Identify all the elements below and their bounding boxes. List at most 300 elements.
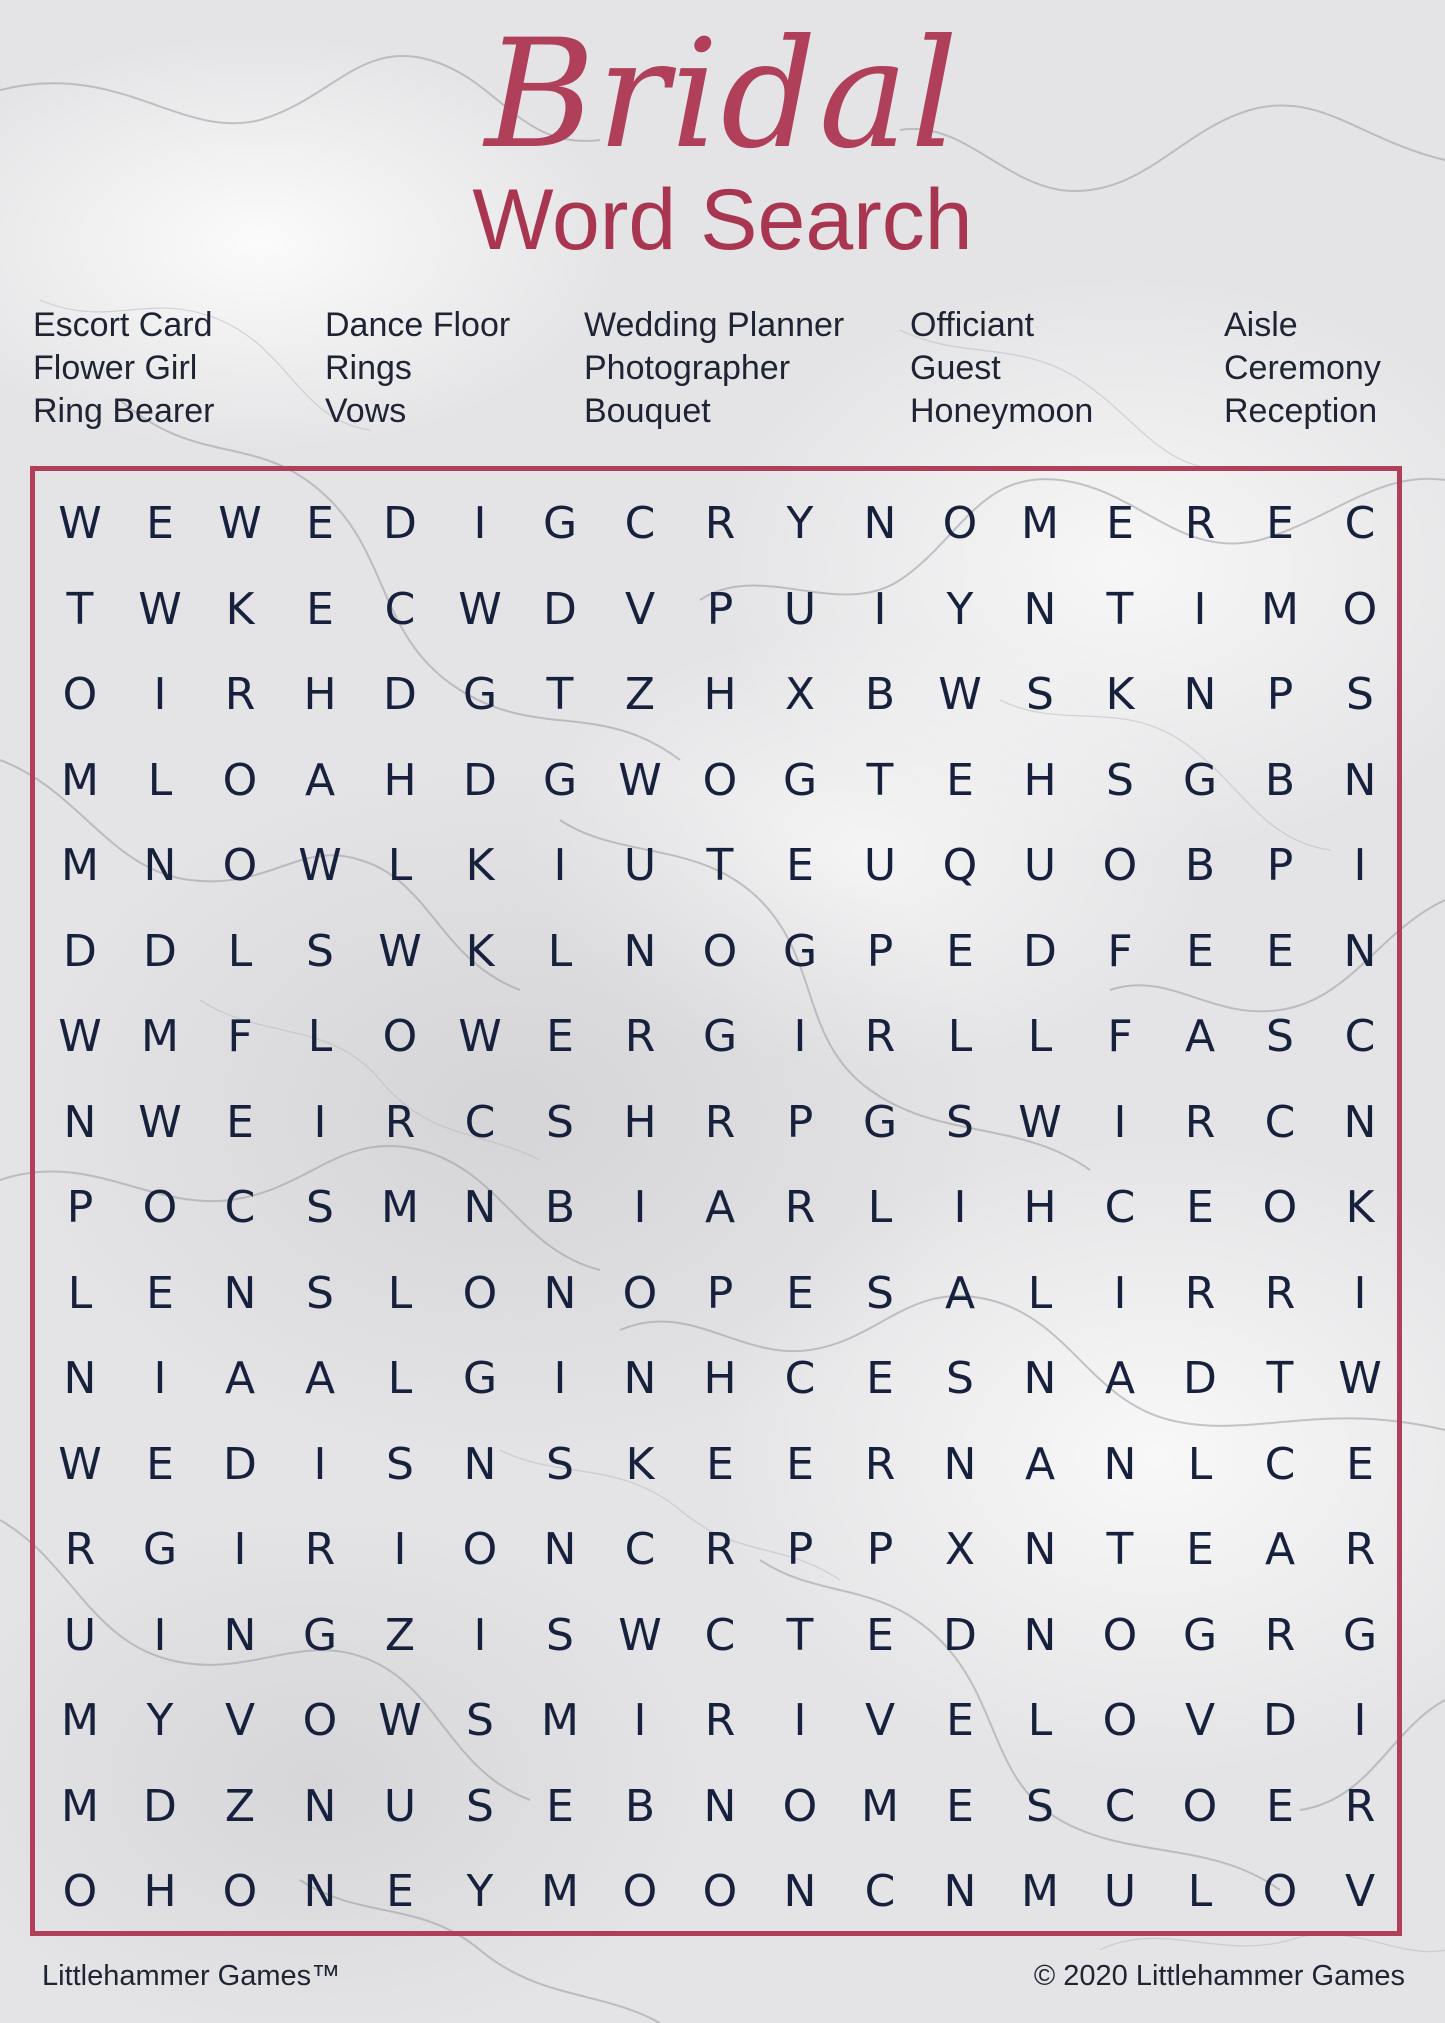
- grid-letter[interactable]: I: [633, 1182, 647, 1233]
- grid-letter[interactable]: I: [473, 1609, 487, 1661]
- grid-letter[interactable]: D: [383, 498, 417, 549]
- grid-letter[interactable]: I: [1353, 1267, 1367, 1319]
- word-list-column-2: [325, 304, 510, 433]
- grid-letter[interactable]: L: [1187, 1438, 1213, 1490]
- grid-letter[interactable]: E: [946, 1780, 974, 1832]
- grid-letter[interactable]: U: [383, 1780, 417, 1832]
- grid-letter[interactable]: R: [224, 669, 256, 720]
- grid-letter[interactable]: N: [1023, 1609, 1057, 1661]
- grid-letter[interactable]: E: [1186, 925, 1214, 977]
- grid-letter[interactable]: M: [61, 1695, 99, 1746]
- grid-letter[interactable]: B: [1184, 840, 1216, 891]
- grid-letter[interactable]: A: [1024, 1438, 1056, 1490]
- grid-letter[interactable]: R: [1264, 1267, 1296, 1319]
- grid-letter[interactable]: L: [67, 1267, 93, 1319]
- grid-letter[interactable]: L: [1027, 1267, 1053, 1319]
- grid-letter[interactable]: U: [63, 1609, 97, 1661]
- grid-letter[interactable]: O: [622, 1267, 658, 1319]
- grid-letter[interactable]: W: [298, 840, 342, 891]
- grid-letter[interactable]: T: [866, 754, 894, 806]
- grid-letter[interactable]: E: [1106, 498, 1134, 549]
- grid-letter[interactable]: I: [1113, 1267, 1127, 1319]
- grid-letter[interactable]: F: [1107, 1011, 1133, 1062]
- grid-letter[interactable]: V: [864, 1695, 896, 1746]
- grid-letter[interactable]: T: [1106, 1524, 1134, 1575]
- grid-letter[interactable]: Q: [942, 840, 978, 891]
- grid-letter[interactable]: E: [546, 1011, 574, 1062]
- grid-letter[interactable]: O: [702, 754, 738, 806]
- grid-letter[interactable]: O: [1342, 583, 1378, 635]
- grid-letter[interactable]: G: [542, 754, 578, 806]
- grid-letter[interactable]: D: [63, 925, 97, 977]
- grid-letter[interactable]: W: [458, 583, 502, 635]
- grid-letter[interactable]: E: [786, 840, 814, 891]
- grid-letter[interactable]: P: [786, 1096, 814, 1148]
- grid-letter[interactable]: G: [1182, 1609, 1218, 1661]
- grid-letter[interactable]: A: [224, 1353, 256, 1404]
- grid-letter[interactable]: R: [624, 1011, 656, 1062]
- grid-letter[interactable]: L: [387, 1353, 413, 1404]
- grid-letter[interactable]: E: [946, 925, 974, 977]
- grid-letter[interactable]: E: [1186, 1182, 1214, 1233]
- grid-letter[interactable]: O: [62, 669, 98, 720]
- grid-letter[interactable]: S: [466, 1695, 494, 1746]
- grid-letter[interactable]: I: [473, 498, 487, 549]
- grid-letter[interactable]: N: [1343, 754, 1377, 806]
- grid-letter[interactable]: M: [1021, 1866, 1059, 1917]
- grid-letter[interactable]: O: [222, 1866, 258, 1917]
- grid-letter[interactable]: N: [543, 1267, 577, 1319]
- grid-letter[interactable]: X: [944, 1524, 976, 1575]
- grid-letter[interactable]: I: [153, 1609, 167, 1661]
- grid-letter[interactable]: D: [143, 925, 177, 977]
- grid-letter[interactable]: C: [624, 498, 656, 549]
- grid-letter[interactable]: D: [943, 1609, 977, 1661]
- grid-letter[interactable]: W: [138, 583, 182, 635]
- grid-letter[interactable]: W: [378, 925, 422, 977]
- grid-letter[interactable]: O: [222, 754, 258, 806]
- grid-letter[interactable]: O: [702, 1866, 738, 1917]
- grid-letter[interactable]: C: [464, 1096, 496, 1148]
- grid-letter[interactable]: A: [944, 1267, 976, 1319]
- grid-letter[interactable]: P: [866, 1524, 894, 1575]
- grid-letter[interactable]: P: [1266, 669, 1294, 720]
- grid-letter[interactable]: N: [623, 925, 657, 977]
- grid-letter[interactable]: H: [303, 669, 337, 720]
- grid-letter[interactable]: N: [943, 1438, 977, 1490]
- grid-letter[interactable]: E: [1266, 1780, 1294, 1832]
- grid-letter[interactable]: C: [864, 1866, 896, 1917]
- grid-letter[interactable]: T: [1106, 583, 1134, 635]
- grid-letter[interactable]: S: [1106, 754, 1134, 806]
- grid-letter[interactable]: O: [222, 840, 258, 891]
- grid-letter[interactable]: G: [1342, 1609, 1378, 1661]
- grid-letter[interactable]: I: [1193, 583, 1207, 635]
- grid-letter[interactable]: L: [547, 925, 573, 977]
- grid-letter[interactable]: R: [704, 1096, 736, 1148]
- grid-letter[interactable]: R: [1264, 1609, 1296, 1661]
- grid-letter[interactable]: E: [306, 498, 334, 549]
- grid-letter[interactable]: G: [142, 1524, 178, 1575]
- grid-letter[interactable]: A: [1104, 1353, 1136, 1404]
- grid-letter[interactable]: N: [1023, 1524, 1057, 1575]
- grid-letter[interactable]: E: [786, 1438, 814, 1490]
- grid-letter[interactable]: K: [225, 583, 255, 635]
- grid-letter[interactable]: I: [873, 583, 887, 635]
- grid-letter[interactable]: T: [1266, 1353, 1294, 1404]
- grid-letter[interactable]: H: [1023, 754, 1057, 806]
- grid-letter[interactable]: N: [1343, 1096, 1377, 1148]
- grid-letter[interactable]: N: [783, 1866, 817, 1917]
- grid-letter[interactable]: L: [867, 1182, 893, 1233]
- grid-letter[interactable]: Y: [786, 498, 814, 549]
- grid-letter[interactable]: C: [1264, 1438, 1296, 1490]
- grid-letter[interactable]: P: [706, 583, 734, 635]
- grid-letter[interactable]: U: [1103, 1866, 1137, 1917]
- grid-letter[interactable]: N: [463, 1182, 497, 1233]
- grid-letter[interactable]: C: [1344, 498, 1376, 549]
- grid-letter[interactable]: A: [1264, 1524, 1296, 1575]
- grid-letter[interactable]: N: [63, 1353, 97, 1404]
- grid-letter[interactable]: C: [1104, 1780, 1136, 1832]
- grid-letter[interactable]: R: [1184, 1267, 1216, 1319]
- grid-letter[interactable]: D: [1263, 1695, 1297, 1746]
- grid-letter[interactable]: Z: [384, 1609, 416, 1661]
- grid-letter[interactable]: I: [153, 1353, 167, 1404]
- word-list-column-5: [1224, 304, 1381, 433]
- grid-letter[interactable]: W: [1338, 1353, 1382, 1404]
- grid-letter[interactable]: E: [546, 1780, 574, 1832]
- grid-letter[interactable]: W: [218, 498, 262, 549]
- grid-letter[interactable]: G: [702, 1011, 738, 1062]
- grid-letter[interactable]: H: [143, 1866, 177, 1917]
- grid-letter[interactable]: C: [224, 1182, 256, 1233]
- grid-letter[interactable]: G: [1182, 754, 1218, 806]
- grid-letter[interactable]: V: [1184, 1695, 1216, 1746]
- grid-letter[interactable]: H: [703, 669, 737, 720]
- page-title: Word Search: [472, 172, 973, 268]
- grid-letter[interactable]: O: [462, 1267, 498, 1319]
- grid-letter[interactable]: O: [1262, 1182, 1298, 1233]
- grid-letter[interactable]: S: [386, 1438, 414, 1490]
- word-item: Honeymoon: [910, 392, 1094, 430]
- grid-letter[interactable]: N: [143, 840, 177, 891]
- word-item: Officiant: [910, 306, 1035, 344]
- grid-letter[interactable]: P: [786, 1524, 814, 1575]
- grid-letter[interactable]: N: [63, 1096, 97, 1148]
- grid-letter[interactable]: N: [223, 1609, 257, 1661]
- grid-letter[interactable]: O: [62, 1866, 98, 1917]
- grid-letter[interactable]: S: [946, 1096, 974, 1148]
- grid-letter[interactable]: G: [302, 1609, 338, 1661]
- grid-letter[interactable]: I: [553, 840, 567, 891]
- grid-letter[interactable]: S: [306, 925, 334, 977]
- grid-letter[interactable]: I: [233, 1524, 247, 1575]
- grid-letter[interactable]: E: [306, 583, 334, 635]
- grid-letter[interactable]: O: [622, 1866, 658, 1917]
- grid-letter[interactable]: M: [1261, 583, 1299, 635]
- grid-letter[interactable]: I: [1353, 1695, 1367, 1746]
- grid-letter[interactable]: N: [543, 1524, 577, 1575]
- grid-letter[interactable]: L: [387, 1267, 413, 1319]
- grid-letter[interactable]: A: [1184, 1011, 1216, 1062]
- grid-letter[interactable]: F: [227, 1011, 253, 1062]
- grid-letter[interactable]: L: [1187, 1866, 1213, 1917]
- grid-letter[interactable]: M: [61, 1780, 99, 1832]
- grid-letter[interactable]: C: [1104, 1182, 1136, 1233]
- grid-letter[interactable]: B: [624, 1780, 656, 1832]
- grid-letter[interactable]: E: [1266, 925, 1294, 977]
- grid-letter[interactable]: O: [302, 1695, 338, 1746]
- grid-letter[interactable]: R: [704, 1524, 736, 1575]
- grid-letter[interactable]: I: [633, 1695, 647, 1746]
- grid-letter[interactable]: E: [866, 1353, 894, 1404]
- grid-letter[interactable]: R: [784, 1182, 816, 1233]
- grid-letter[interactable]: U: [623, 840, 657, 891]
- grid-letter[interactable]: S: [866, 1267, 894, 1319]
- grid-letter[interactable]: L: [307, 1011, 333, 1062]
- grid-letter[interactable]: M: [541, 1866, 579, 1917]
- grid-letter[interactable]: S: [1346, 669, 1374, 720]
- grid-letter[interactable]: O: [942, 498, 978, 549]
- grid-letter[interactable]: O: [782, 1780, 818, 1832]
- grid-letter[interactable]: S: [546, 1609, 574, 1661]
- grid-letter[interactable]: W: [618, 754, 662, 806]
- word-item: Reception: [1224, 392, 1378, 430]
- grid-letter[interactable]: P: [866, 925, 894, 977]
- grid-letter[interactable]: C: [384, 583, 416, 635]
- grid-letter[interactable]: I: [793, 1695, 807, 1746]
- grid-letter[interactable]: E: [1346, 1438, 1374, 1490]
- grid-letter[interactable]: R: [704, 498, 736, 549]
- grid-letter[interactable]: R: [1184, 498, 1216, 549]
- grid-letter[interactable]: L: [1027, 1695, 1053, 1746]
- grid-letter[interactable]: E: [226, 1096, 254, 1148]
- grid-letter[interactable]: Z: [624, 669, 656, 720]
- grid-letter[interactable]: E: [1266, 498, 1294, 549]
- grid-letter[interactable]: D: [1183, 1353, 1217, 1404]
- grid-letter[interactable]: P: [66, 1182, 94, 1233]
- grid-letter[interactable]: G: [862, 1096, 898, 1148]
- grid-letter[interactable]: G: [542, 498, 578, 549]
- grid-letter[interactable]: E: [386, 1866, 414, 1917]
- grid-letter[interactable]: E: [146, 1267, 174, 1319]
- grid-letter[interactable]: W: [138, 1096, 182, 1148]
- grid-letter[interactable]: N: [303, 1866, 337, 1917]
- grid-letter[interactable]: W: [1018, 1096, 1062, 1148]
- grid-letter[interactable]: O: [382, 1011, 418, 1062]
- grid-letter[interactable]: I: [953, 1182, 967, 1233]
- grid-letter[interactable]: S: [1026, 669, 1054, 720]
- grid-letter[interactable]: O: [462, 1524, 498, 1575]
- grid-letter[interactable]: H: [703, 1353, 737, 1404]
- grid-letter[interactable]: M: [381, 1182, 419, 1233]
- grid-letter[interactable]: E: [1186, 1524, 1214, 1575]
- grid-letter[interactable]: T: [706, 840, 734, 891]
- grid-letter[interactable]: O: [1102, 1695, 1138, 1746]
- grid-letter[interactable]: O: [1102, 840, 1138, 891]
- grid-letter[interactable]: C: [704, 1609, 736, 1661]
- grid-letter[interactable]: N: [463, 1438, 497, 1490]
- grid-letter[interactable]: A: [704, 1182, 736, 1233]
- grid-letter[interactable]: P: [706, 1267, 734, 1319]
- grid-letter[interactable]: O: [1102, 1609, 1138, 1661]
- grid-letter[interactable]: I: [393, 1524, 407, 1575]
- grid-letter[interactable]: I: [553, 1353, 567, 1404]
- grid-letter[interactable]: N: [1023, 583, 1057, 635]
- grid-letter[interactable]: E: [946, 1695, 974, 1746]
- grid-letter[interactable]: C: [1264, 1096, 1296, 1148]
- grid-letter[interactable]: D: [463, 754, 497, 806]
- grid-letter[interactable]: C: [624, 1524, 656, 1575]
- grid-letter[interactable]: R: [864, 1011, 896, 1062]
- grid-letter[interactable]: P: [1266, 840, 1294, 891]
- grid-letter[interactable]: T: [786, 1609, 814, 1661]
- grid-letter[interactable]: R: [384, 1096, 416, 1148]
- grid-letter[interactable]: N: [1183, 669, 1217, 720]
- grid-letter[interactable]: I: [313, 1096, 327, 1148]
- grid-letter[interactable]: I: [1353, 840, 1367, 891]
- grid-letter[interactable]: N: [1343, 925, 1377, 977]
- grid-letter[interactable]: D: [143, 1780, 177, 1832]
- grid-letter[interactable]: C: [784, 1353, 816, 1404]
- grid-letter[interactable]: B: [544, 1182, 576, 1233]
- grid-letter[interactable]: R: [704, 1695, 736, 1746]
- grid-letter[interactable]: D: [1023, 925, 1057, 977]
- grid-letter[interactable]: T: [546, 669, 574, 720]
- grid-letter[interactable]: H: [383, 754, 417, 806]
- grid-letter[interactable]: G: [782, 925, 818, 977]
- grid-letter[interactable]: N: [223, 1267, 257, 1319]
- grid-letter[interactable]: D: [223, 1438, 257, 1490]
- grid-letter[interactable]: L: [387, 840, 413, 891]
- grid-letter[interactable]: I: [1113, 1096, 1127, 1148]
- grid-letter[interactable]: M: [61, 754, 99, 806]
- grid-letter[interactable]: I: [313, 1438, 327, 1490]
- grid-row: [40, 1764, 1400, 1850]
- grid-letter[interactable]: F: [1107, 925, 1133, 977]
- grid-letter[interactable]: M: [1021, 498, 1059, 549]
- grid-letter[interactable]: V: [1344, 1866, 1376, 1917]
- grid-letter[interactable]: V: [224, 1695, 256, 1746]
- grid-letter[interactable]: O: [1262, 1866, 1298, 1917]
- grid-letter[interactable]: U: [783, 583, 817, 635]
- grid-letter[interactable]: D: [543, 583, 577, 635]
- grid-letter[interactable]: L: [147, 754, 173, 806]
- grid-letter[interactable]: Y: [146, 1695, 174, 1746]
- grid-letter[interactable]: L: [947, 1011, 973, 1062]
- grid-letter[interactable]: W: [58, 1438, 102, 1490]
- grid-letter[interactable]: W: [938, 669, 982, 720]
- grid-letter[interactable]: L: [227, 925, 253, 977]
- grid-letter[interactable]: B: [1264, 754, 1296, 806]
- grid-letter[interactable]: K: [1345, 1182, 1375, 1233]
- grid-letter[interactable]: M: [61, 840, 99, 891]
- grid-letter[interactable]: R: [64, 1524, 96, 1575]
- grid-letter[interactable]: W: [618, 1609, 662, 1661]
- grid-letter[interactable]: A: [304, 754, 336, 806]
- grid-letter[interactable]: R: [1344, 1524, 1376, 1575]
- grid-letter[interactable]: W: [58, 498, 102, 549]
- grid-letter[interactable]: K: [465, 840, 495, 891]
- grid-letter[interactable]: H: [1023, 1182, 1057, 1233]
- grid-letter[interactable]: U: [863, 840, 897, 891]
- grid-letter[interactable]: K: [1105, 669, 1135, 720]
- grid-letter[interactable]: H: [623, 1096, 657, 1148]
- grid-letter[interactable]: W: [458, 1011, 502, 1062]
- grid-letter[interactable]: S: [466, 1780, 494, 1832]
- grid-letter[interactable]: I: [153, 669, 167, 720]
- grid-letter[interactable]: B: [864, 669, 896, 720]
- grid-letter[interactable]: S: [546, 1096, 574, 1148]
- grid-letter[interactable]: N: [703, 1780, 737, 1832]
- grid-letter[interactable]: S: [306, 1182, 334, 1233]
- grid-letter[interactable]: O: [1182, 1780, 1218, 1832]
- grid-letter[interactable]: G: [782, 754, 818, 806]
- grid-letter[interactable]: I: [793, 1011, 807, 1062]
- grid-letter[interactable]: M: [141, 1011, 179, 1062]
- grid-letter[interactable]: L: [1027, 1011, 1053, 1062]
- grid-letter[interactable]: S: [306, 1267, 334, 1319]
- grid-letter[interactable]: N: [623, 1353, 657, 1404]
- grid-letter[interactable]: N: [1023, 1353, 1057, 1404]
- grid-letter[interactable]: E: [706, 1438, 734, 1490]
- grid-letter[interactable]: N: [1103, 1438, 1137, 1490]
- grid-letter[interactable]: M: [541, 1695, 579, 1746]
- word-list-column-4: [910, 304, 1093, 433]
- grid-letter[interactable]: E: [146, 1438, 174, 1490]
- grid-letter[interactable]: Y: [946, 583, 974, 635]
- grid-letter[interactable]: S: [546, 1438, 574, 1490]
- grid-letter[interactable]: R: [304, 1524, 336, 1575]
- grid-letter[interactable]: Y: [466, 1866, 494, 1917]
- grid-row: [40, 1678, 1400, 1764]
- grid-letter[interactable]: R: [864, 1438, 896, 1490]
- grid-letter[interactable]: S: [1026, 1780, 1054, 1832]
- grid-letter[interactable]: W: [378, 1695, 422, 1746]
- grid-letter[interactable]: E: [146, 498, 174, 549]
- grid-letter[interactable]: R: [1184, 1096, 1216, 1148]
- grid-letter[interactable]: V: [624, 583, 656, 635]
- grid-letter[interactable]: S: [1266, 1011, 1294, 1062]
- grid-letter[interactable]: R: [1344, 1780, 1376, 1832]
- word-item: Bouquet: [584, 392, 711, 430]
- grid-letter[interactable]: O: [702, 925, 738, 977]
- grid-row: [40, 1080, 1400, 1166]
- grid-letter[interactable]: E: [946, 754, 974, 806]
- grid-letter[interactable]: U: [1023, 840, 1057, 891]
- grid-letter[interactable]: A: [304, 1353, 336, 1404]
- grid-letter[interactable]: G: [462, 1353, 498, 1404]
- grid-letter[interactable]: E: [866, 1609, 894, 1661]
- grid-letter[interactable]: E: [786, 1267, 814, 1319]
- grid-letter[interactable]: Z: [224, 1780, 256, 1832]
- grid-letter[interactable]: N: [863, 498, 897, 549]
- grid-letter[interactable]: C: [1344, 1011, 1376, 1062]
- grid-letter[interactable]: D: [383, 669, 417, 720]
- grid-letter[interactable]: G: [462, 669, 498, 720]
- grid-letter[interactable]: K: [625, 1438, 655, 1490]
- grid-letter[interactable]: X: [784, 669, 816, 720]
- grid-letter[interactable]: N: [303, 1780, 337, 1832]
- grid-letter[interactable]: W: [58, 1011, 102, 1062]
- grid-letter[interactable]: T: [66, 583, 94, 635]
- grid-letter[interactable]: M: [861, 1780, 899, 1832]
- grid-letter[interactable]: O: [142, 1182, 178, 1233]
- grid-letter[interactable]: S: [946, 1353, 974, 1404]
- grid-letter[interactable]: K: [465, 925, 495, 977]
- grid-letter[interactable]: N: [943, 1866, 977, 1917]
